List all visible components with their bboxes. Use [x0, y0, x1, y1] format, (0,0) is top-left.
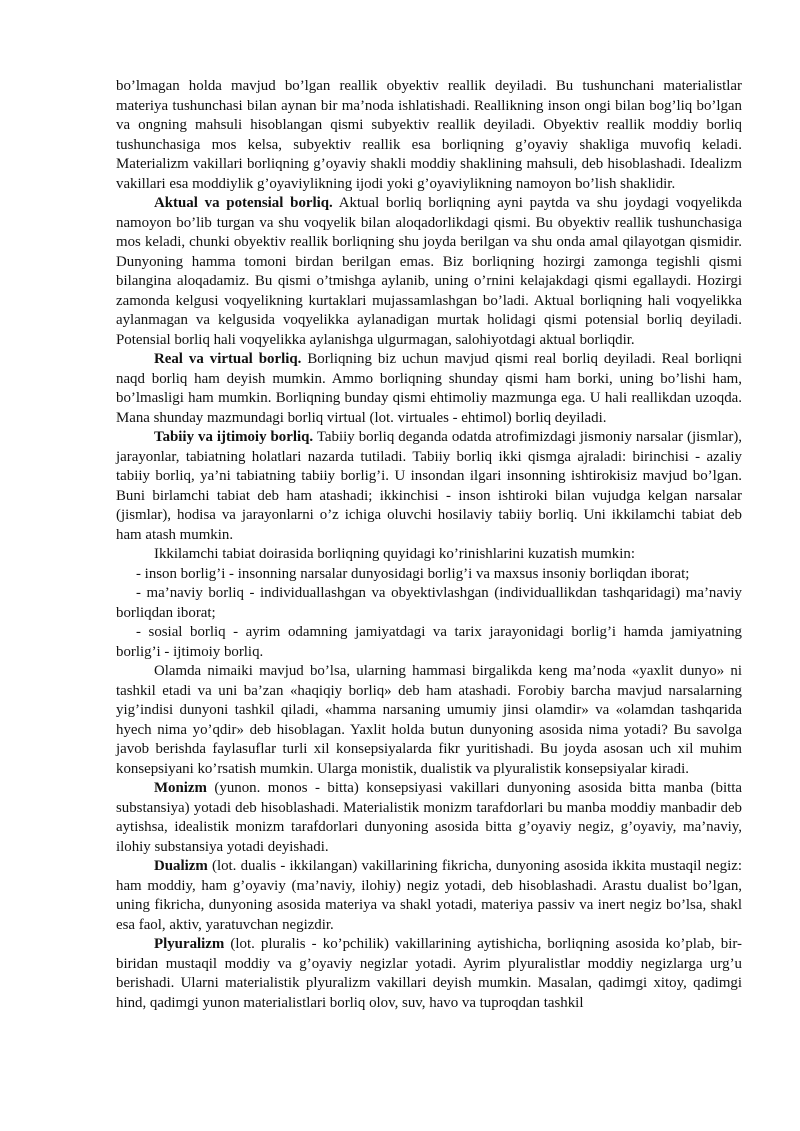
- paragraph-actual-potential: [116, 194, 742, 350]
- paragraph-natural-social: [116, 428, 742, 545]
- list-item-text: - inson borlig’i - insonning narsalar dunyosidagi borlig’i va maxsus insoniy borliqdan iborat;: [136, 565, 690, 582]
- paragraph-text: Aktual borliq borliqning ayni paytda va shu joydagi voqyelikda namoyon bo’lib turgan va shu voqyelik bilan aloqadorlikdagi qismi. Bu obyektiv reallik tushunchasiga mos keladi, chunki obyektiv reallik borliqning shu joyda berilgan va shu onda amal qilayotgan qismidir. Dunyoning hamma tomoni birdan berilgan emas. Biz borliqning hozirgi zamonga tegishli qismi bilangina aloqadamiz. Bu qismi o’tmishga aylanib, uning o’rnini kelajakdagi qismi egallaydi. Hozirgi zamonda kelgusi voqyelikning kurtaklari mujassamlashgan bo’ladi. Aktual borliqning hali voqyelikka aylanmagan va kelgusida voqyelikka aylanadigan murtak holidagi qismi potensial borliq deyiladi. Potensial borliq hali voqyelikka aylanishga ulgurmagan, salohiyotdagi aktual borliqdir.: [116, 195, 743, 348]
- term-heading: Plyuralizm: [154, 936, 225, 952]
- paragraph-real-virtual: [116, 350, 742, 428]
- paragraph-text: (lot. dualis - ikkilangan) vakillarining fikricha, dunyoning asosida ikkita mustaqil negiz: ham moddiy, ham g’oyaviy (ma’naviy, ilohiy) negiz yotadi, deb hisoblashadi. Arastu dualist bo’lgan, uning fikricha, dunyoning asosida materiya va shakl yotadi, materiya passiv va inert negiz bo’lsa, shakl esa faol, aktiv, yaratuvchan negizdir.: [116, 858, 742, 933]
- paragraph-text: bo’lmagan holda mavjud bo’lgan reallik obyektiv reallik deyiladi. Bu tushunchani materialistlar materiya tushunchasi bilan aynan bir ma’noda ishlatishadi. Reallikning inson ongi bilan bog’liq bo’lgan va ongning mahsuli hisoblangan qismi subyektiv reallik deyiladi. Obyektiv reallik moddiy borliq tushunchasiga mos kelsa, subyektiv reallik esa borliqning g’oyaviy shakliga muvofiq keladi. Materializm vakillari borliqning g’oyaviy shakli moddiy shaklining mahsuli, deb hisoblashadi. Idealizm vakillari esa moddiylik g’oyaviylikning ijodi yoki g’oyaviylikning namoyon bo’lish shaklidir.: [116, 78, 742, 192]
- paragraph-pluralism: [116, 935, 742, 1013]
- paragraph-monism: [116, 779, 742, 857]
- list-item-spiritual-being: [116, 584, 742, 623]
- document-body: [116, 77, 742, 1013]
- section-heading: Tabiiy va ijtimoiy borliq.: [154, 429, 314, 445]
- paragraph-text: Olamda nimaiki mavjud bo’lsa, ularning hammasi birgalikda keng ma’noda «yaxlit dunyo» ni tashkil etadi va uni ba’zan «haqiqiy borliq» deb ham atashadi. Forobiy barcha mavjud narsalarning yig’indisi dunyoni tashkil qiladi, «hamma narsaning umumiy jinsi olamdir» va «olamdan tashqarida hyech nima yo’qdir» deb hisoblagan. Yaxlit holda butun dunyoning asosida nima yotadi? Bu savolga javob berishda faylasuflar turli xil konsepsiyalarda fikr yuritishadi. Bu joyda asosan uch xil muhim konsepsiyani ko’rsatish mumkin. Ularga monistik, dualistik va plyuralistik konsepsiyalar kiradi.: [116, 663, 742, 777]
- section-heading: Real va virtual borliq.: [154, 351, 302, 367]
- section-heading: Aktual va potensial borliq.: [154, 195, 333, 211]
- paragraph-dualism: [116, 857, 742, 935]
- paragraph-text: Tabiiy borliq deganda odatda atrofimizdagi jismoniy narsalar (jismlar), jarayonlar, tabiatning holatlari nazarda tutiladi. Tabiiy borliq ikki qismga ajraladi: birinchisi - azaliy tabiiy borliq, ya’ni tabiatning tabiiy borlig’i. U insondan ilgari insonning ishtirokisiz mavjud bo’lgan. Buni birlamchi tabiat deb ham atashadi; ikkinchisi - inson ishtiroki bilan vujudga kelgan narsalar (jismlar), hodisa va jarayonlarni o’z ichiga oluvchi hosilaviy tabiiy borliq. Uni ikkilamchi tabiat deb ham atash mumkin.: [116, 429, 742, 543]
- paragraph-text: (yunon. monos - bitta) konsepsiyasi vakillari dunyoning asosida bitta manba (bitta substansiya) yotadi deb hisoblashadi. Materialistik monizm tarafdorlari bu manba moddiy manbadir deb aytishsa, idealistik monizm tarafdorlari dunyoning asosida bitta g’oyaviy negiz, g’oyaviy, ma’naviy, ilohiy substansiya yotadi deyishadi.: [116, 780, 742, 855]
- paragraph-text: (lot. pluralis - ko’pchilik) vakillarining aytishicha, borliqning asosida ko’plab, bir-biridan mustaqil moddiy va g’oyaviy negizlar yotadi. Ayrim plyuralistlar moddiy negizlarga urg’u berishadi. Ularni materialistik plyuralizm vakillari deyish mumkin. Masalan, qadimgi xitoy, qadimgi hind, qadimgi yunon materialistlari borliq olov, suv, havo va tuproqdan tashkil: [116, 936, 742, 1011]
- paragraph-text: Borliqning biz uchun mavjud qismi real borliq deyiladi. Real borliqni naqd borliq ham deyish mumkin. Ammo borliqning shunday qismi ham borki, uning bo’lishi ham, bo’lmasligi ham mumkin. Borliqning bunday qismi ehtimoliy mazmunga ega. U hali reallikdan uzoqda. Mana shunday mazmundagi borliq virtual (lot. virtuales - ehtimol) borliq deyiladi.: [116, 351, 742, 426]
- paragraph-text: Ikkilamchi tabiat doirasida borliqning quyidagi ko’rinishlarini kuzatish mumkin:: [154, 546, 635, 562]
- term-heading: Dualizm: [154, 858, 208, 874]
- list-item-text: - sosial borliq - ayrim odamning jamiyatdagi va tarix jarayonidagi borlig’i hamda jamiyatning borlig’i - ijtimoiy borliq.: [116, 624, 742, 660]
- list-item-text: - ma’naviy borliq - individuallashgan va obyektivlashgan (individuallikdan tashqaridagi) ma’naviy borliqdan iborat;: [116, 585, 742, 621]
- list-item-social-being: [116, 623, 742, 662]
- paragraph-reality-intro: [116, 77, 742, 194]
- list-item-human-being: [116, 565, 742, 585]
- paragraph-secondary-nature: [116, 545, 742, 565]
- term-heading: Monizm: [154, 780, 207, 796]
- paragraph-whole-world: [116, 662, 742, 779]
